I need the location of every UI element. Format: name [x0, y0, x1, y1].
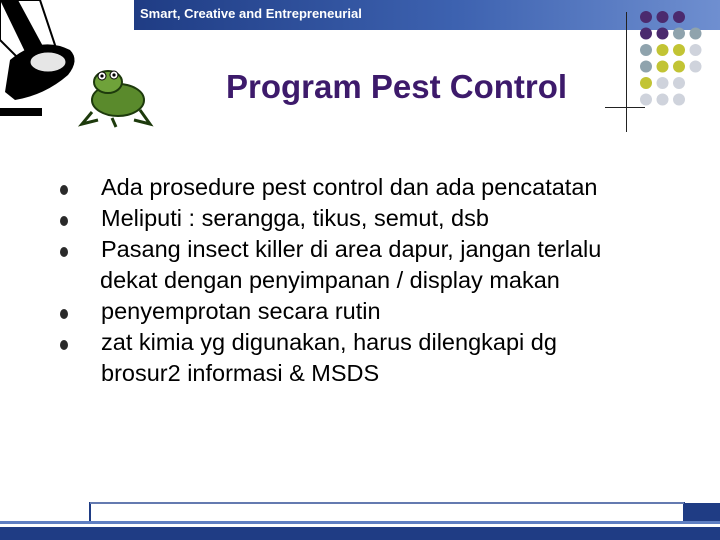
bullet-continuation: dekat dengan penyimpanan / display makan	[100, 267, 560, 293]
bullet-text: Pasang insect killer di area dapur, jangan terlalu	[101, 236, 602, 262]
bullet-text: Ada prosedure pest control dan ada pencatatan	[101, 174, 598, 200]
bullet-text: zat kimia yg digunakan, harus dilengkapi dg brosur2 informasi & MSDS	[101, 329, 557, 386]
header-tagline: Smart, Creative and Entrepreneurial	[140, 6, 362, 21]
bullet-text: penyemprotan secara rutin	[101, 298, 381, 324]
bullet-text: Meliputi : serangga, tikus, semut, dsb	[101, 205, 489, 231]
slide-title: Program Pest Control	[226, 68, 568, 105]
